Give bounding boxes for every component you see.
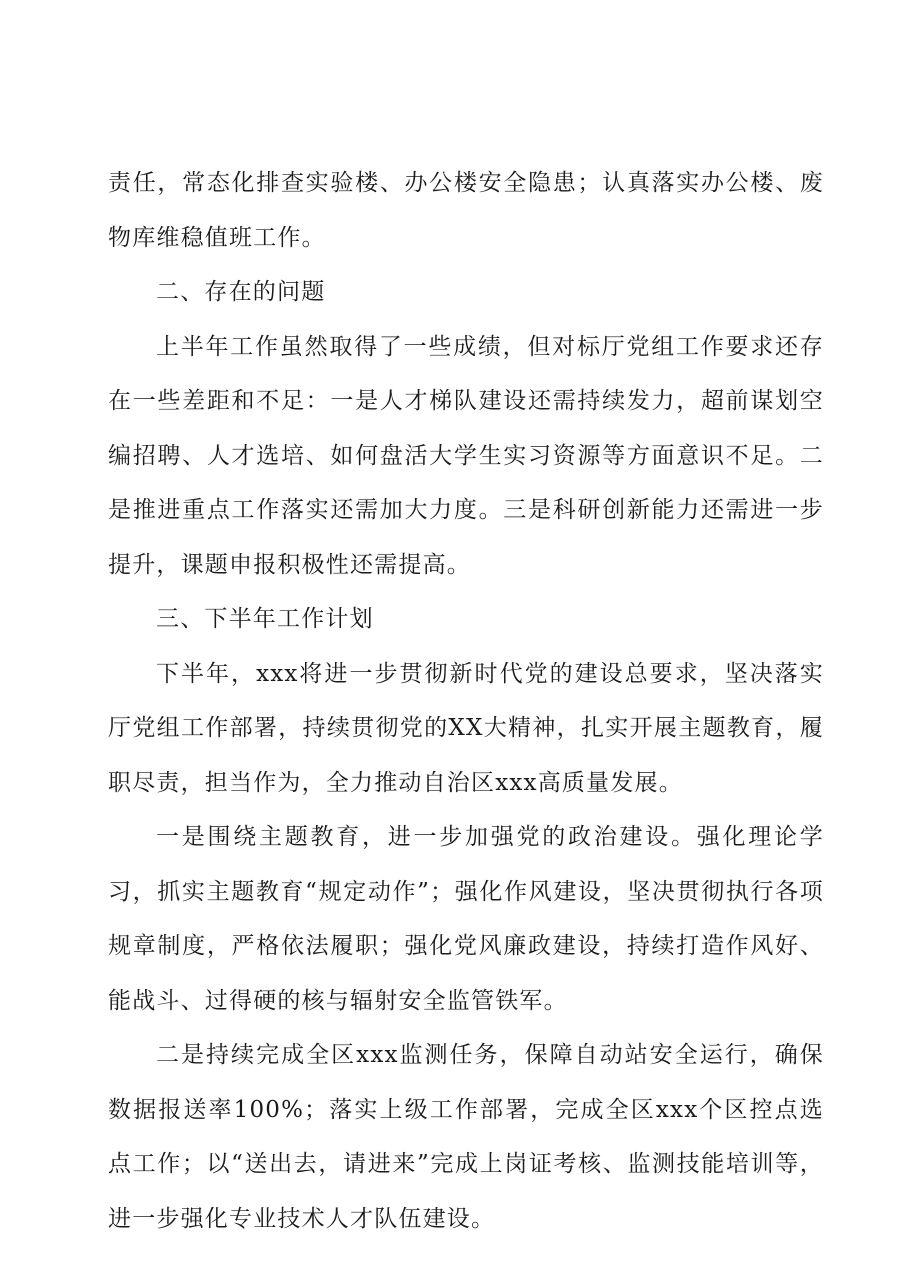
paragraph-plan-item-1: 一是围绕主题教育，进一步加强党的政治建设。强化理论学习，抓实主题教育“规定动作”；强化作风建设，坚决贯彻执行各项规章制度，严格依法履职；强化党风廉政建设，持续打造作风好、能战斗、过得硬的核与辐射安全监管铁军。 — [108, 824, 824, 1014]
section-heading-problems: 二、存在的问题 — [156, 279, 326, 305]
paragraph-problems: 上半年工作虽然取得了一些成绩，但对标厅党组工作要求还存在一些差距和不足：一是人才梯队建设还需持续发力，超前谋划空编招聘、人才选培、如何盘活大学生实习资源等方面意识不足。二是推进重点工作落实还需加大力度。三是科研创新能力还需进一步提升，课题申报积极性还需提高。 — [108, 333, 824, 578]
section-heading-plan: 三、下半年工作计划 — [156, 606, 374, 632]
paragraph-continuation: 责任，常态化排查实验楼、办公楼安全隐患；认真落实办公楼、废物库维稳值班工作。 — [108, 170, 824, 251]
paragraph-plan-intro: 下半年，xxx将进一步贯彻新时代党的建设总要求，坚决落实厅党组工作部署，持续贯彻党的XX大精神，扎实开展主题教育，履职尽责，担当作为，全力推动自治区xxx高质量发展。 — [108, 660, 824, 796]
document-body — [108, 156, 824, 1246]
paragraph-plan-item-2: 二是持续完成全区xxx监测任务，保障自动站安全运行，确保数据报送率100%；落实上级工作部署，完成全区xxx个区控点选点工作；以“送出去，请进来”完成上岗证考核、监测技能培训等，进一步强化专业技术人才队伍建设。 — [108, 1042, 824, 1232]
